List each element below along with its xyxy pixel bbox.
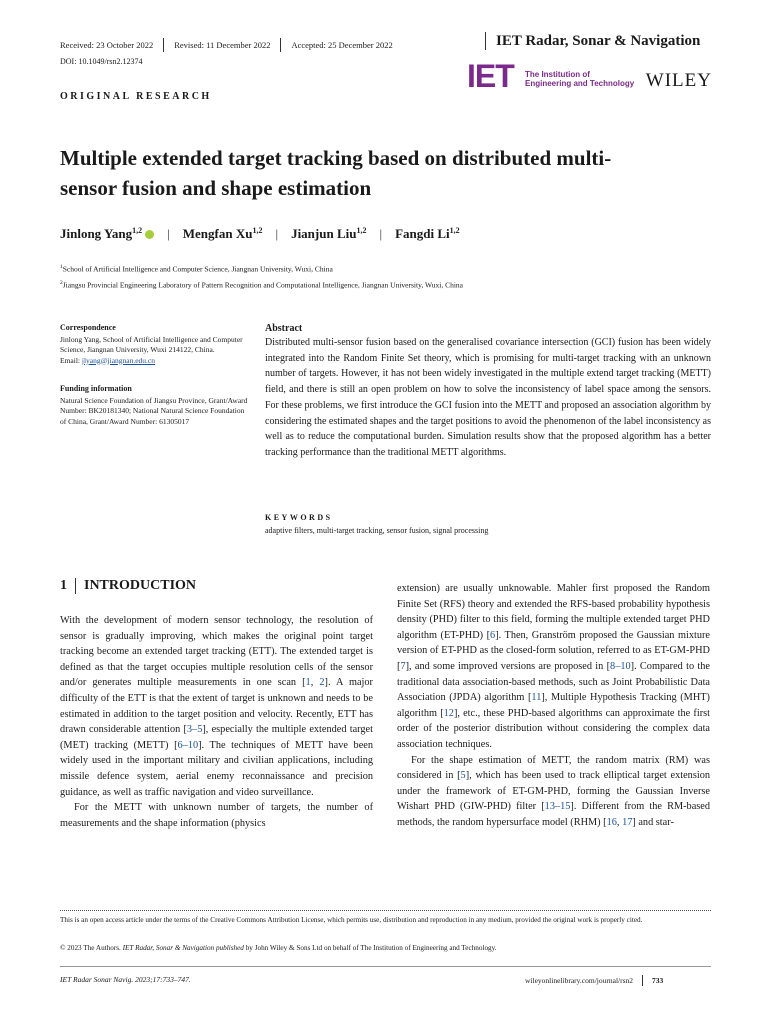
author[interactable]: Jinlong Yang$^{1,2}$ [60, 226, 143, 241]
abstract-text: Distributed multi-sensor fusion based on the generalised covariance intersection (GCI) fusion has been widely integrated into the Random Finite Set theory, which is promising for multi-target tracking with an unknown number of targets. However, it has not been widely investigated in the multiple extend target tracking (METT) field, and there is still an open problem on how to solve the inconsistency of label space among the sensors. For these problems, we first introduce the GCI fusion into the METT and proposed an association algorithm by considering the estimated shapes and the target positions to avoid the phenomenon of the label inconsistency as well as to reduce the computational burden. Simulation results show that the proposed algorithm has a better tracking performance than the traditional METT algorithms. [265, 337, 711, 458]
section-heading [60, 578, 196, 594]
paragraph: For the METT with unknown number of targets, the number of measurements and the shape information (physics [60, 802, 373, 829]
keywords-heading: KEYWORDS [265, 513, 333, 522]
citation-link[interactable]: 5 [460, 770, 466, 782]
divider [75, 578, 76, 594]
author[interactable]: Mengfan Xu$^{1,2}$ [182, 226, 263, 241]
wiley-logo: WILEY [645, 70, 712, 91]
accepted-date: Accepted: 25 December 2022 [291, 40, 393, 50]
orcid-icon[interactable] [145, 230, 154, 239]
citation-link[interactable]: 8–10 [610, 660, 631, 672]
body-column-right [397, 581, 710, 831]
abstract [265, 323, 711, 461]
citation-link[interactable]: 2 [319, 677, 325, 689]
author-separator: | [275, 226, 279, 241]
author[interactable]: Jianjun Liu$^{1,2}$ [291, 226, 367, 241]
footer-divider [60, 966, 711, 967]
iet-institution-name [525, 70, 634, 88]
copyright-note: © 2023 The Authors. IET Radar, Sonar & Navigation published by John Wiley & Sons Ltd on behalf of The Institution of Engineering and Technology. [60, 944, 497, 952]
citation-link[interactable]: 6–10 [177, 739, 199, 751]
received-date: Received: 23 October 2022 [60, 40, 154, 50]
iet-logo: IET [467, 58, 514, 94]
footer-right [525, 975, 663, 986]
citation-link[interactable]: 13–15 [544, 801, 571, 813]
paragraph: For the shape estimation of METT, the random matrix (RM) was considered in [5], which has been used to track elliptical target extension under the framework of ET-GM-PHD, forming the Gaussian Inverse Wishart PHD (GIW-PHD) filter [13–15]. Different from the RM-based methods, the random hypersurface model (RHM) [16, 17] and star- [397, 754, 711, 828]
divider [642, 975, 643, 986]
paragraph: extension) are usually unknowable. Mahler first proposed the Random Finite Set (RFS) theory and extended the RFS-based probability hypothesis density (PHD) filter to this field, forming the multiple extended target PHD algorithm (ET-PHD) [6]. Then, Granström proposed the Gaussian mixture version of ET-PHD as the closed-form solution, referred to as ET-GM-PHD [7], and some improved versions are proposed in [8–10]. Compared to the traditional data association-based methods, such as Joint Probabilistic Data Association (JPDA) algorithm [11], Multiple Hypothesis Tracking (MHT) algorithm [12], etc., these PHD-based algorithms can approximate the first order of the posterior distribution without considering the complex data association techniques. [397, 583, 710, 750]
funding-heading: Funding information [60, 384, 132, 393]
citation-link[interactable]: 7 [400, 660, 406, 672]
journal-name [485, 32, 700, 50]
affiliation: $^1$School of Artificial Intelligence and Computer Science, Jiangnan University, Wuxi, China [60, 264, 333, 274]
paper-title: Multiple extended target tracking based on distributed multi-sensor fusion and shape estimation [60, 146, 612, 200]
journal-title: IET Radar, Sonar & Navigation [496, 32, 701, 49]
doi[interactable]: DOI: 10.1049/rsn2.12374 [60, 57, 143, 66]
section-title: INTRODUCTION [84, 578, 197, 593]
correspondence-text: Jinlong Yang, School of Artificial Intelligence and Computer Science, Jiangnan University, Wuxi 214122, China. [60, 334, 243, 354]
footnote-divider [60, 910, 711, 911]
paragraph: With the development of modern sensor technology, the resolution of sensor is gradually improving, which makes the original point target tracking become an extended target tracking (ETT). The extended target is defined as that the target occupies multiple resolution cells of the sensor and/or generates multiple measurements in one scan [1, 2]. A major difficulty of the ETT is that the extent of target is unknown and needs to be estimated in addition to the target position and velocity. Recently, ETT has drawn considerable attention [3–5], especially the multiple extended target (MET) tracking (METT) [6–10]. The techniques of METT have been widely used in the important military and civilian applications, including missile defence system, aerial enemy reconnaissance and precision guidance, as well as traffic navigation and video surveillance. [60, 615, 373, 798]
divider [485, 32, 486, 50]
keywords-text: adaptive filters, multi-target tracking, sensor fusion, signal processing [265, 526, 489, 535]
citation-link[interactable]: 6 [490, 629, 496, 641]
author-separator: | [167, 226, 170, 241]
article-dates [60, 38, 403, 52]
article-info [60, 323, 250, 427]
iet-inst-line2: Engineering and Technology [525, 79, 635, 88]
license-note: This is an open access article under the terms of the Creative Commons Attribution License, which permits use, distribution and reproduction in any medium, provided the original work is properly cited. [60, 916, 643, 924]
author[interactable]: Fangdi Li$^{1,2}$ [395, 226, 460, 241]
citation-link[interactable]: 12 [443, 707, 454, 719]
citation-link[interactable]: 11 [531, 692, 542, 704]
iet-inst-line1: The Institution of [525, 70, 590, 79]
correspondence-heading: Correspondence [60, 323, 116, 332]
footer-citation: IET Radar Sonar Navig. 2023;17:733–747. [60, 975, 191, 984]
section-number: 1 [60, 578, 67, 593]
publisher-logos [467, 60, 712, 94]
author-list [60, 226, 460, 242]
revised-date: Revised: 11 December 2022 [174, 40, 271, 50]
citation-link[interactable]: 16 [606, 816, 617, 828]
citation-link[interactable]: 3–5 [186, 724, 203, 736]
funding-text: Natural Science Foundation of Jiangsu Province, Grant/Award Number: BK20181340; National Natural Science Foundation of China, Grant/Award Number: 61305017 [60, 395, 248, 426]
correspondence-email-line: Email: jlyang@jiangnan.edu.cn [60, 355, 156, 365]
email-link[interactable]: jlyang@jiangnan.edu.cn [81, 355, 156, 365]
abstract-heading: Abstract [265, 323, 303, 334]
citation-link[interactable]: 17 [622, 816, 633, 828]
citation-link[interactable]: 1 [305, 677, 311, 689]
affiliation: $^2$Jiangsu Provincial Engineering Laboratory of Pattern Recognition and Computational Intelligence, Jiangnan University, Wuxi, China [60, 280, 463, 290]
body-column-left [60, 613, 373, 831]
page-number: 733 [652, 976, 664, 985]
author-separator: | [379, 226, 383, 241]
journal-url[interactable]: wileyonlinelibrary.com/journal/rsn2 [525, 976, 634, 985]
section-type: ORIGINAL RESEARCH [60, 91, 212, 102]
